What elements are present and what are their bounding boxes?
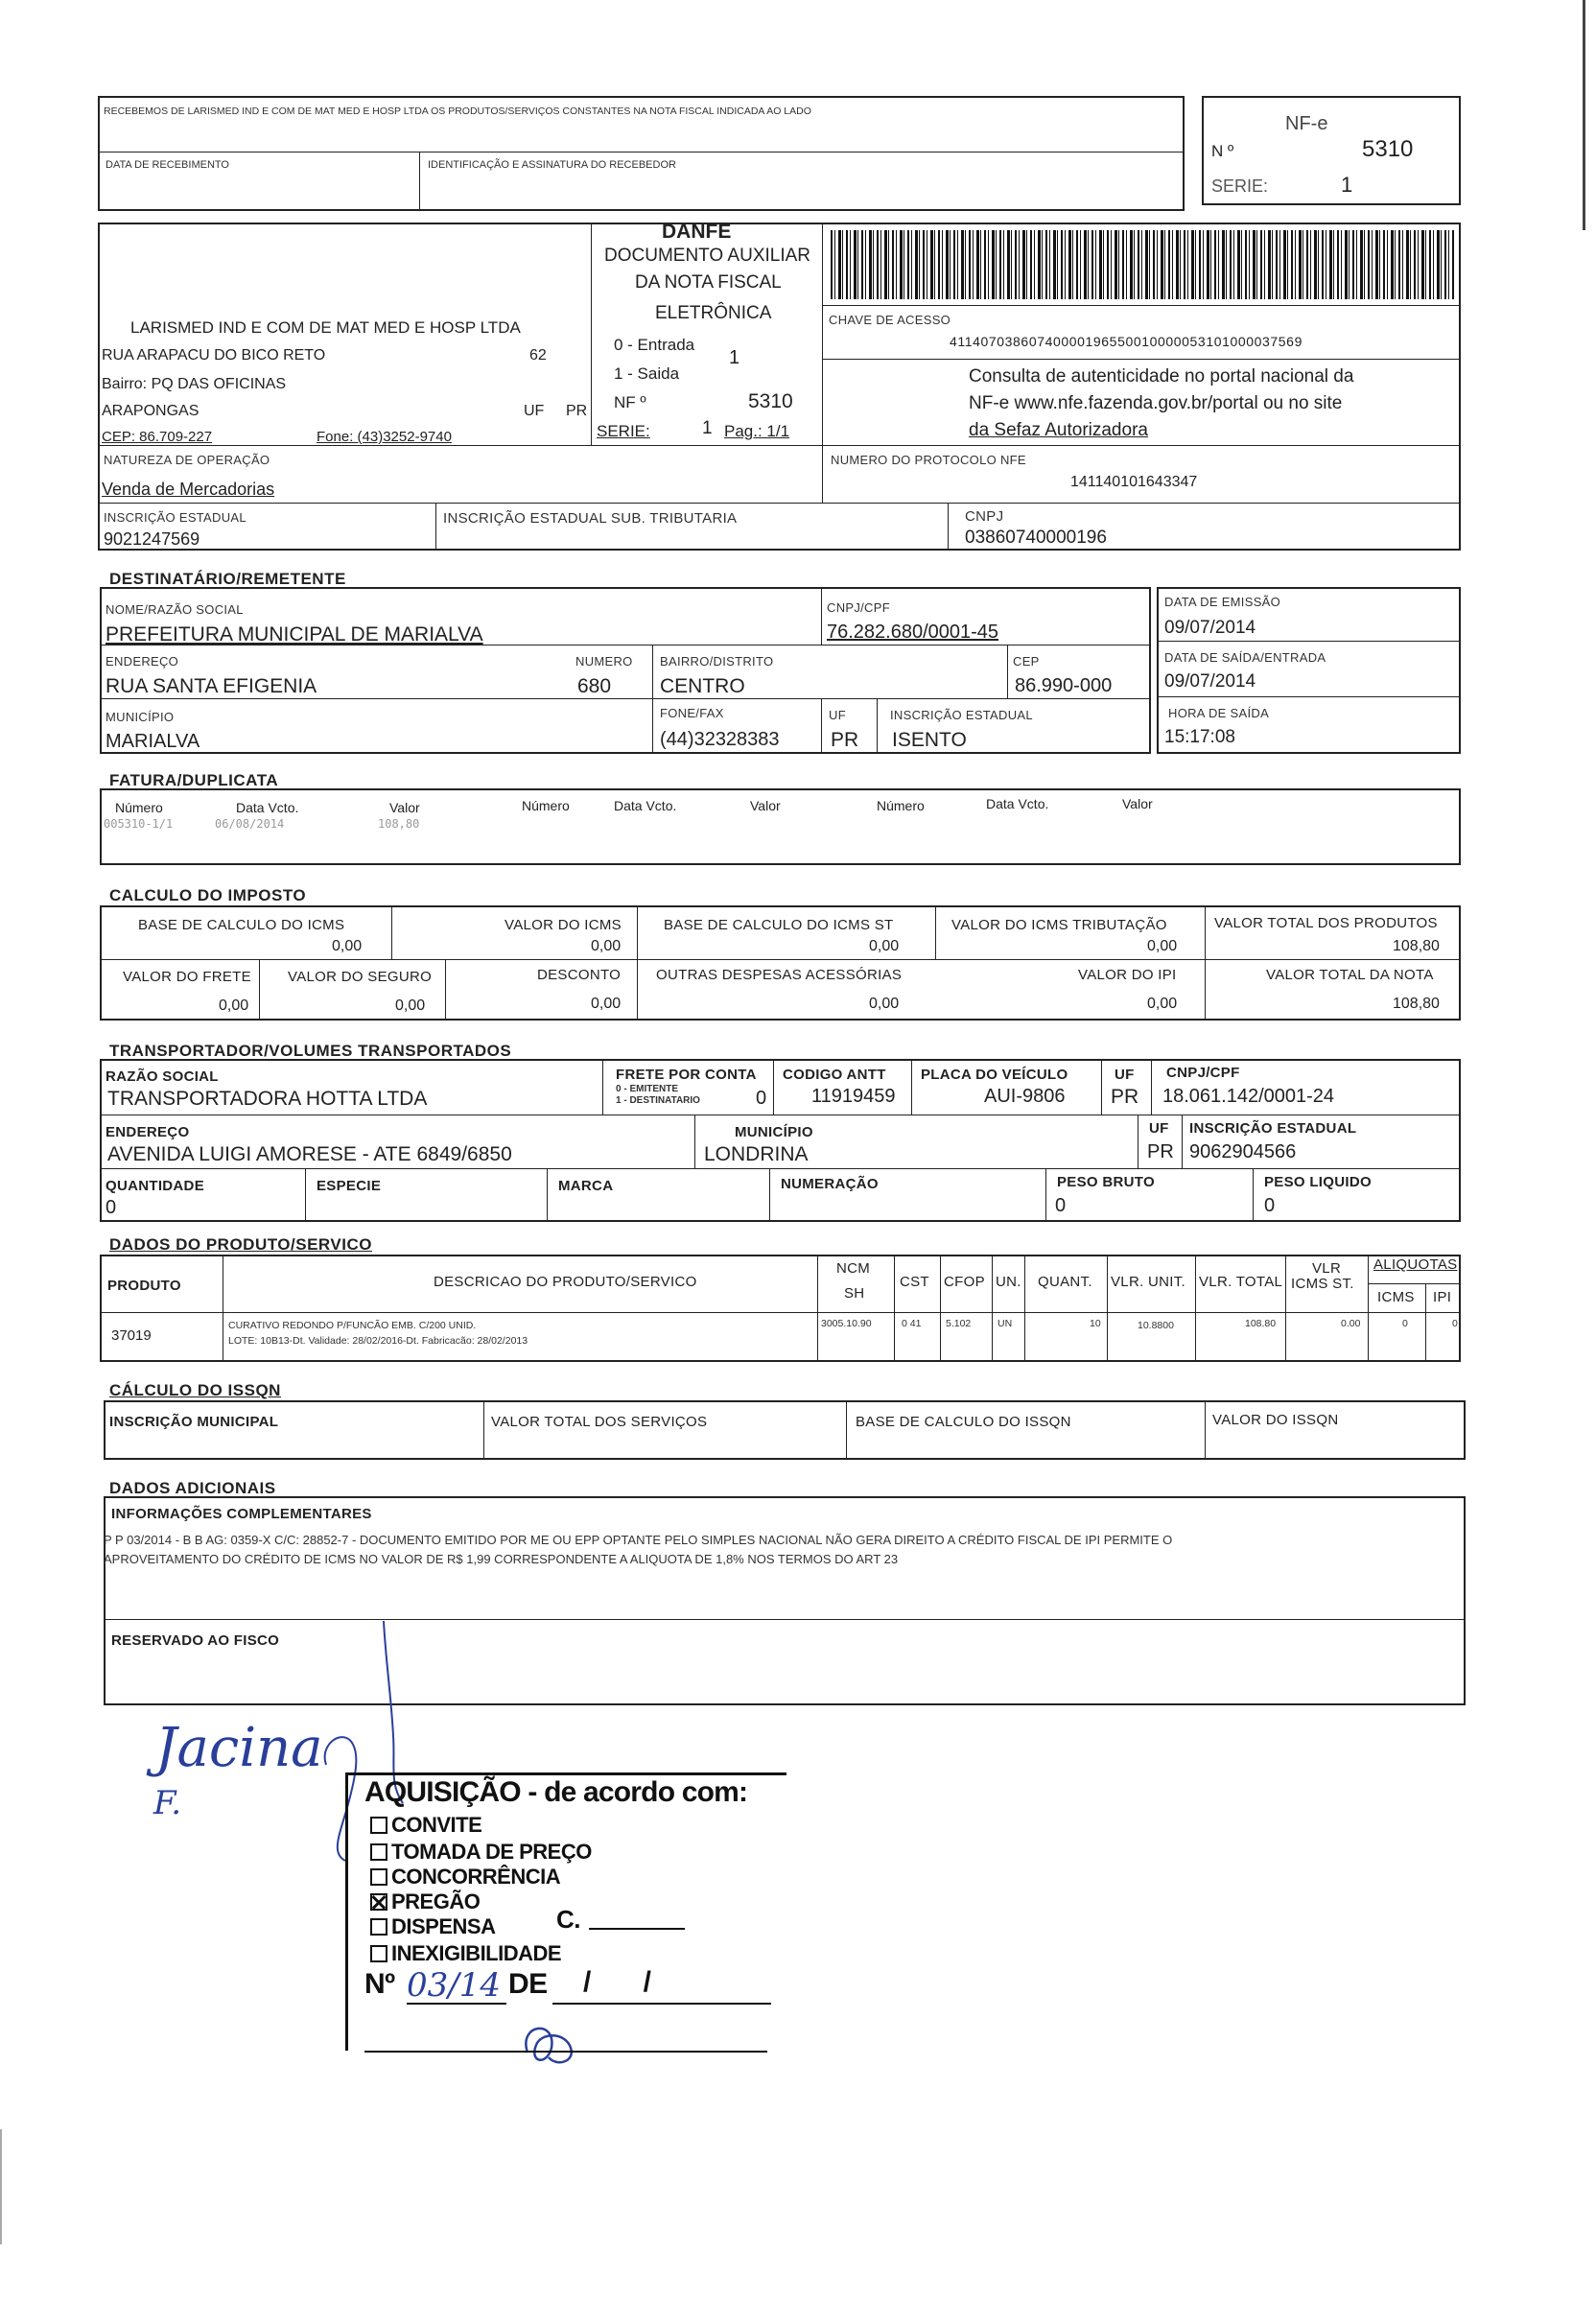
outras: 0,00 (869, 996, 900, 1012)
natureza-value: Venda de Mercadorias (102, 480, 275, 499)
stamp-item-dispensa: DISPENSA (370, 1914, 495, 1939)
ipi: 0,00 (1147, 996, 1178, 1012)
transp-razao-label: RAZÃO SOCIAL (106, 1068, 219, 1085)
chave-consulta1: Consulta de autenticidade no portal nacional da (969, 366, 1354, 387)
transp-uf2-label: UF (1149, 1120, 1169, 1137)
protocolo-label: NUMERO DO PROTOCOLO NFE (831, 453, 1026, 467)
frete: 0,00 (219, 997, 249, 1014)
checkbox-icon (370, 1945, 387, 1962)
h-vlr: VLR (1312, 1260, 1342, 1277)
h-ncm: NCM (836, 1260, 871, 1277)
valor-icms-label: VALOR DO ICMS (505, 917, 622, 933)
stamp-rubric (499, 2014, 604, 2072)
dest-cnpj: 76.282.680/0001-45 (827, 622, 999, 643)
handwritten-name: Jacina (155, 1717, 323, 1779)
transp-ie-label: INSCRIÇÃO ESTADUAL (1189, 1120, 1357, 1137)
cnpj-label: CNPJ (965, 508, 1004, 525)
emitente-uf-label: UF (524, 403, 545, 419)
dest-hora: 15:17:08 (1164, 727, 1235, 747)
fatura-h-numero-2: Número (522, 798, 570, 813)
identificacao-label: IDENTIFICAÇÃO E ASSINATURA DO RECEBEDOR (428, 159, 676, 171)
item-codigo: 37019 (111, 1327, 152, 1344)
fatura-h-valor-1: Valor (389, 800, 420, 815)
item-un: UN (998, 1318, 1013, 1329)
emitente-cidade: ARAPONGAS (102, 403, 200, 419)
checkbox-icon (370, 1868, 387, 1886)
h-produto: PRODUTO (107, 1278, 181, 1294)
dest-ie-label: INSCRIÇÃO ESTADUAL (890, 708, 1033, 722)
fatura-h-data-1: Data Vcto. (236, 800, 299, 815)
transp-frete-label: FRETE POR CONTA (616, 1067, 757, 1083)
ie-label: INSCRIÇÃO ESTADUAL (104, 510, 246, 525)
issqn-servicos-label: VALOR TOTAL DOS SERVIÇOS (491, 1414, 708, 1430)
emitente-fone: Fone: (43)3252-9740 (317, 429, 452, 445)
stamp-item-inexigibilidade: INEXIGIBILIDADE (370, 1941, 561, 1966)
fatura-h-numero-3: Número (877, 798, 925, 813)
desconto: 0,00 (591, 996, 622, 1012)
issqn-valor-label: VALOR DO ISSQN (1212, 1412, 1339, 1428)
dest-emissao: 09/07/2014 (1164, 618, 1256, 638)
item-quant: 10 (1090, 1318, 1101, 1329)
danfe-line2: DA NOTA FISCAL (635, 272, 782, 293)
canhoto-serie: 1 (1341, 173, 1353, 197)
total-prod-label: VALOR TOTAL DOS PRODUTOS (1214, 915, 1438, 931)
danfe-title: DANFE (662, 221, 732, 243)
danfe-serie-label: SERIE: (597, 422, 650, 440)
dest-municipio: MARIALVA (106, 731, 200, 752)
destinatario-box (100, 587, 1151, 754)
dest-uf-label: UF (829, 708, 846, 722)
transp-uf2: PR (1147, 1141, 1174, 1162)
transp-antt: 11919459 (811, 1086, 896, 1107)
dest-ie: ISENTO (892, 729, 967, 751)
danfe-pag: Pag.: 1/1 (724, 422, 790, 440)
transportador-section: TRANSPORTADOR/VOLUMES TRANSPORTADOS (109, 1042, 512, 1060)
h-ipi: IPI (1433, 1289, 1452, 1305)
stamp-date: / / (583, 1966, 651, 1998)
transp-especie-label: ESPECIE (317, 1178, 382, 1194)
seguro-label: VALOR DO SEGURO (288, 969, 433, 985)
stamp-item-pregao: PREGÃO (370, 1889, 480, 1914)
item-vtotal: 108.80 (1245, 1318, 1277, 1329)
danfe-nf-label: NF º (614, 393, 646, 411)
transp-municipio-label: MUNICÍPIO (735, 1124, 813, 1140)
valor-st: 0,00 (1147, 938, 1178, 954)
transp-endereco: AVENIDA LUIGI AMORESE - ATE 6849/6850 (107, 1143, 512, 1165)
transp-marca-label: MARCA (558, 1178, 614, 1194)
issqn-section: CÁLCULO DO ISSQN (109, 1381, 281, 1399)
item-desc1: CURATIVO REDONDO P/FUNCÃO EMB. C/200 UNID. (228, 1320, 477, 1331)
chave-label: CHAVE DE ACESSO (829, 313, 951, 327)
h-aliq: ALIQUOTAS (1373, 1256, 1458, 1273)
transp-numeracao-label: NUMERAÇÃO (781, 1176, 879, 1192)
h-cst: CST (900, 1274, 929, 1290)
transp-antt-label: CODIGO ANTT (783, 1067, 886, 1083)
transp-cnpj-label: CNPJ/CPF (1166, 1065, 1240, 1081)
item-vunit: 10.8800 (1138, 1320, 1174, 1331)
protocolo-value: 141140101643347 (1070, 474, 1198, 490)
h-icmsst: ICMS ST. (1291, 1276, 1354, 1292)
base-st-label: BASE DE CALCULO DO ICMS ST (664, 917, 894, 933)
h-vunit: VLR. UNIT. (1111, 1274, 1186, 1290)
checkbox-icon (370, 1918, 387, 1936)
checked-checkbox-icon (370, 1893, 387, 1911)
dest-saida-label: DATA DE SAÍDA/ENTRADA (1164, 650, 1326, 665)
transp-placa: AUI-9806 (984, 1086, 1066, 1107)
h-icms: ICMS (1377, 1289, 1415, 1305)
issqn-im-label: INSCRIÇÃO MUNICIPAL (109, 1414, 279, 1430)
transp-qtd-label: QUANTIDADE (106, 1178, 204, 1194)
barcode (831, 230, 1454, 299)
imposto-section: CALCULO DO IMPOSTO (109, 886, 307, 904)
produtos-section: DADOS DO PRODUTO/SERVICO (109, 1235, 372, 1254)
base-icms-label: BASE DE CALCULO DO ICMS (138, 917, 345, 933)
seguro: 0,00 (395, 997, 426, 1014)
info-line1: P P 03/2014 - B B AG: 0359-X C/C: 28852-7 - DOCUMENTO EMITIDO POR ME OU EPP OPTANTE PELO SIMPLES NACIONAL NÃO GERA DIREITO A CRÉDITO FISCAL DE IPI PERMITE O (104, 1533, 1173, 1547)
destinatario-section: DESTINATÁRIO/REMETENTE (109, 570, 346, 588)
total-nota-label: VALOR TOTAL DA NOTA (1266, 967, 1434, 983)
valor-st-label: VALOR DO ICMS TRIBUTAÇÃO (951, 917, 1167, 933)
dest-numero: 680 (577, 675, 612, 697)
fatura-numero: 005310-1/1 (104, 817, 174, 831)
dest-bairro-label: BAIRRO/DISTRITO (660, 654, 774, 669)
h-cfop: CFOP (944, 1274, 985, 1290)
danfe-serie: 1 (702, 418, 713, 438)
emitente-numero: 62 (529, 347, 547, 364)
dest-cep: 86.990-000 (1015, 675, 1113, 696)
transp-peso-bruto-label: PESO BRUTO (1057, 1174, 1155, 1190)
natureza-label: NATUREZA DE OPERAÇÃO (104, 453, 270, 467)
emitente-bairro: Bairro: PQ DAS OFICINAS (102, 376, 287, 392)
danfe-saida: 1 - Saida (614, 364, 680, 383)
danfe-line1: DOCUMENTO AUXILIAR (604, 246, 811, 266)
stamp-numero-label: Nº (364, 1968, 395, 2000)
dest-numero-label: NUMERO (575, 654, 633, 669)
fatura-section: FATURA/DUPLICATA (109, 771, 279, 789)
transp-uf: PR (1111, 1086, 1139, 1108)
transp-placa-label: PLACA DO VEÍCULO (921, 1067, 1068, 1083)
dest-bairro: CENTRO (660, 675, 745, 697)
transp-frete-opt0: 0 - EMITENTE (616, 1084, 679, 1094)
dest-endereco-label: ENDEREÇO (106, 654, 179, 669)
dest-fone-label: FONE/FAX (660, 706, 724, 720)
adicionais-section: DADOS ADICIONAIS (109, 1479, 276, 1497)
emitente-uf: PR (566, 403, 588, 419)
transp-peso-bruto: 0 (1055, 1195, 1067, 1216)
transportador-box (100, 1059, 1461, 1222)
info-label: INFORMAÇÕES COMPLEMENTARES (111, 1506, 372, 1522)
stamp-c-label: C. (556, 1905, 580, 1934)
dest-municipio-label: MUNICÍPIO (106, 710, 175, 724)
issqn-box (104, 1400, 1466, 1460)
canhoto-serie-label: SERIE: (1211, 176, 1269, 196)
handwritten-initial: F. (153, 1784, 182, 1822)
transp-frete-opt1: 1 - DESTINATARIO (616, 1095, 700, 1106)
item-desc2: LOTE: 10B13-Dt. Validade: 28/02/2016-Dt. Fabricacão: 28/02/2013 (228, 1335, 528, 1347)
ie-st-label: INSCRIÇÃO ESTADUAL SUB. TRIBUTARIA (443, 510, 738, 527)
fatura-h-data-2: Data Vcto. (614, 798, 677, 813)
danfe-line3: ELETRÔNICA (655, 303, 772, 323)
dest-cep-label: CEP (1013, 654, 1040, 669)
canhoto-numero-label: N º (1211, 142, 1234, 160)
item-cst: 0 41 (902, 1318, 922, 1329)
h-descricao: DESCRICAO DO PRODUTO/SERVICO (434, 1274, 697, 1290)
dest-nome: PREFEITURA MUNICIPAL DE MARIALVA (106, 623, 483, 645)
emitente-cep: CEP: 86.709-227 (102, 429, 213, 445)
item-icmsst: 0.00 (1341, 1318, 1361, 1329)
total-nota: 108,80 (1393, 996, 1440, 1012)
frete-label: VALOR DO FRETE (123, 969, 251, 985)
dest-hora-label: HORA DE SAÍDA (1168, 706, 1270, 720)
dest-fone: (44)32328383 (660, 729, 780, 750)
desconto-label: DESCONTO (537, 967, 622, 983)
scan-edge (1583, 0, 1585, 230)
dest-emissao-label: DATA DE EMISSÃO (1164, 595, 1281, 609)
fatura-valor: 108,80 (378, 817, 420, 831)
checkbox-icon (370, 1843, 387, 1861)
recebemos-text: RECEBEMOS DE LARISMED IND E COM DE MAT MED E HOSP LTDA OS PRODUTOS/SERVIÇOS CONSTANTES NA NOTA FISCAL INDICADA AO LADO (104, 106, 811, 117)
fisco-label: RESERVADO AO FISCO (111, 1632, 280, 1649)
transp-endereco-label: ENDEREÇO (106, 1124, 190, 1140)
transp-qtd: 0 (106, 1197, 117, 1218)
transp-municipio: LONDRINA (704, 1143, 809, 1165)
chave-consulta3: da Sefaz Autorizadora (969, 420, 1148, 440)
stamp-item-concorrencia: CONCORRÊNCIA (370, 1865, 560, 1889)
total-prod: 108,80 (1393, 938, 1440, 954)
transp-frete: 0 (756, 1088, 767, 1109)
base-icms: 0,00 (332, 938, 363, 954)
dest-saida: 09/07/2014 (1164, 671, 1256, 692)
stamp-item-tomada: TOMADA DE PREÇO (370, 1840, 592, 1865)
item-ncm: 3005.10.90 (821, 1318, 872, 1329)
transp-peso-liq-label: PESO LIQUIDO (1264, 1174, 1372, 1190)
fatura-h-valor-2: Valor (750, 798, 781, 813)
stamp-numero: 03/14 (407, 1966, 501, 2005)
chave-value: 41140703860740000196550010000053101000037569 (950, 334, 1303, 349)
transp-peso-liq: 0 (1264, 1195, 1276, 1216)
h-un: UN. (996, 1274, 1021, 1290)
fatura-h-valor-3: Valor (1122, 796, 1153, 811)
danfe-tipo: 1 (729, 347, 740, 368)
dest-cnpj-label: CNPJ/CPF (827, 600, 890, 615)
ipi-label: VALOR DO IPI (1078, 967, 1177, 983)
emitente-nome: LARISMED IND E COM DE MAT MED E HOSP LTDA (130, 318, 521, 337)
h-vtotal: VLR. TOTAL (1199, 1274, 1283, 1290)
chave-consulta2: NF-e www.nfe.fazenda.gov.br/portal ou no site (969, 393, 1343, 413)
info-line2: APROVEITAMENTO DO CRÉDITO DE ICMS NO VALOR DE R$ 1,99 CORRESPONDENTE A ALIQUOTA DE 1,8% NOS TERMOS DO ART 23 (104, 1552, 899, 1566)
fatura-h-numero-1: Número (115, 800, 163, 815)
ie-value: 9021247569 (104, 529, 200, 549)
transp-ie: 9062904566 (1189, 1141, 1297, 1162)
transp-cnpj: 18.061.142/0001-24 (1162, 1086, 1335, 1107)
cnpj-value: 03860740000196 (965, 528, 1107, 548)
h-sh: SH (844, 1285, 865, 1302)
emitente-rua: RUA ARAPACU DO BICO RETO (102, 347, 326, 364)
outras-label: OUTRAS DESPESAS ACESSÓRIAS (656, 967, 903, 983)
scan-mark (0, 2129, 2, 2244)
item-cfop: 5.102 (946, 1318, 972, 1329)
danfe-entrada: 0 - Entrada (614, 336, 695, 354)
valor-icms: 0,00 (591, 938, 622, 954)
canhoto-numero: 5310 (1362, 136, 1414, 162)
danfe-nf: 5310 (748, 390, 793, 412)
item-icms: 0 (1402, 1318, 1408, 1329)
fatura-data: 06/08/2014 (215, 817, 285, 831)
transp-razao: TRANSPORTADORA HOTTA LTDA (107, 1088, 428, 1110)
h-quant: QUANT. (1038, 1274, 1092, 1290)
checkbox-icon (370, 1817, 387, 1834)
item-ipi: 0 (1452, 1318, 1458, 1329)
transp-uf-label: UF (1115, 1067, 1135, 1083)
dest-uf: PR (831, 729, 859, 751)
fatura-h-data-3: Data Vcto. (986, 796, 1049, 811)
stamp-title: AQUISIÇÃO - de acordo com: (364, 1776, 748, 1808)
nfe-label: NF-e (1285, 113, 1328, 134)
dest-endereco: RUA SANTA EFIGENIA (106, 675, 317, 697)
stamp-de-label: DE (508, 1968, 548, 2000)
issqn-base-label: BASE DE CALCULO DO ISSQN (856, 1414, 1071, 1430)
data-recebimento-label: DATA DE RECEBIMENTO (106, 159, 229, 171)
stamp-item-convite: CONVITE (370, 1813, 481, 1838)
base-st: 0,00 (869, 938, 900, 954)
dest-nome-label: NOME/RAZÃO SOCIAL (106, 602, 244, 617)
